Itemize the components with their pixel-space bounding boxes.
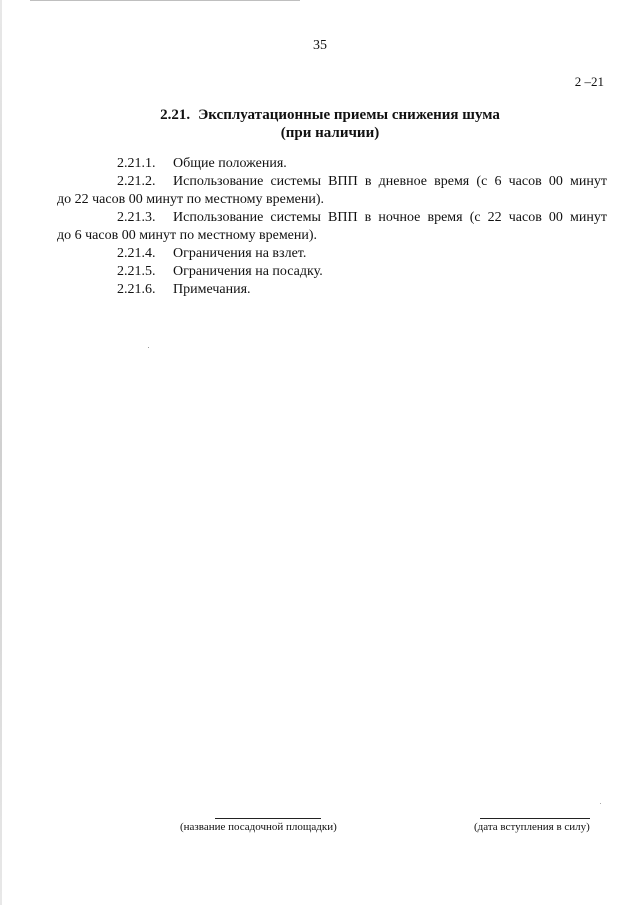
list-item bbox=[57, 173, 607, 209]
scan-edge-left bbox=[0, 0, 2, 905]
item-number: 2.21.1. bbox=[117, 156, 156, 171]
page-number: 35 bbox=[313, 38, 327, 53]
scan-speck bbox=[148, 347, 149, 348]
list-item bbox=[57, 263, 607, 281]
heading-line-1 bbox=[120, 106, 540, 124]
heading-number: 2.21. bbox=[160, 107, 191, 123]
section-heading bbox=[120, 106, 540, 142]
item-continuation: до 22 часов 00 минут по местному времени). bbox=[57, 192, 325, 207]
list-item bbox=[57, 209, 607, 245]
item-number: 2.21.3. bbox=[117, 210, 156, 225]
item-number: 2.21.6. bbox=[117, 282, 156, 297]
effective-date-caption: (дата вступления в силу) bbox=[474, 821, 590, 833]
item-text: Общие положения. bbox=[173, 156, 287, 171]
item-text: Ограничения на посадку. bbox=[173, 264, 323, 279]
effective-date-line bbox=[480, 818, 590, 819]
landing-site-name-caption: (название посадочной площадки) bbox=[180, 821, 337, 833]
item-continuation: до 6 часов 00 минут по местному времени). bbox=[57, 228, 318, 243]
landing-site-name-line bbox=[215, 818, 321, 819]
heading-subtitle: (при наличии) bbox=[280, 125, 380, 141]
item-number: 2.21.4. bbox=[117, 246, 156, 261]
item-list bbox=[57, 155, 607, 299]
item-number: 2.21.5. bbox=[117, 264, 156, 279]
section-code: 2 –21 bbox=[574, 74, 604, 89]
list-item bbox=[57, 281, 607, 299]
list-item bbox=[57, 245, 607, 263]
scan-speck bbox=[600, 803, 601, 804]
item-text: Примечания. bbox=[173, 282, 251, 297]
item-number: 2.21.2. bbox=[117, 174, 156, 189]
list-item bbox=[57, 155, 607, 173]
item-text: Ограничения на взлет. bbox=[173, 246, 307, 261]
item-text: Использование системы ВПП в дневное время (с 6 часов 00 минут bbox=[173, 174, 607, 189]
item-text: Использование системы ВПП в ночное время (с 22 часов 00 минут bbox=[173, 210, 607, 225]
scan-edge-top bbox=[30, 0, 300, 1]
heading-title: Эксплуатационные приемы снижения шума bbox=[198, 107, 500, 123]
